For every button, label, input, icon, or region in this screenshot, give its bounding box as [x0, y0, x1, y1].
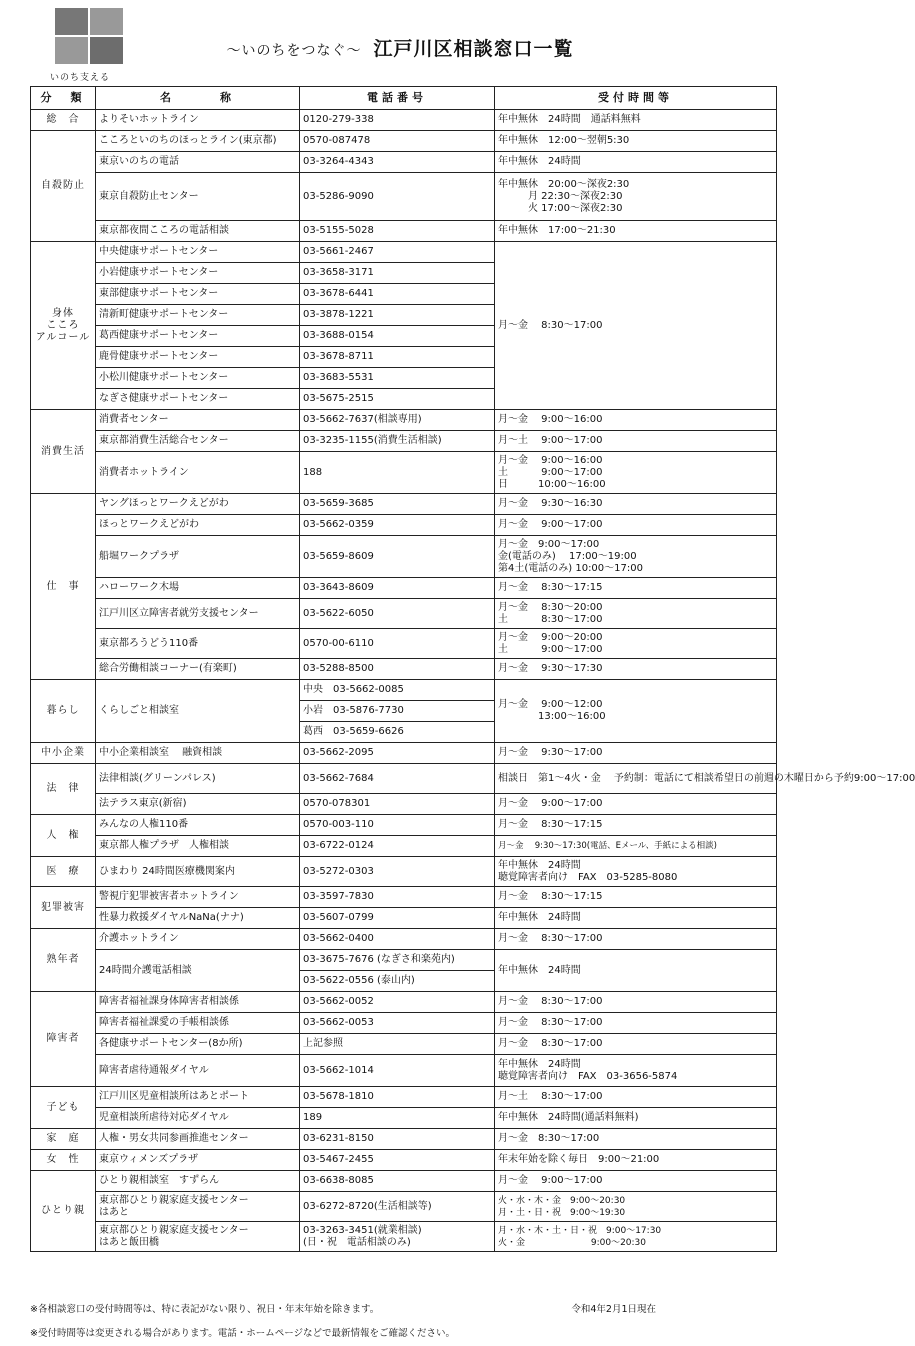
phone-cell: 03-3878-1221 — [300, 305, 495, 326]
category-cell: 消費生活 — [31, 410, 96, 494]
phone-cell: 03-5272-0303 — [300, 857, 495, 887]
name-cell: 葛西健康サポートセンター — [96, 326, 300, 347]
table-row — [31, 1013, 777, 1034]
phone-cell: 188 — [300, 452, 495, 494]
hours-cell: 火・水・木・金 9:00～20:30 月・土・日・祝 9:00～19:30 — [495, 1192, 777, 1222]
name-cell: 江戸川区立障害者就労支援センター — [96, 599, 300, 629]
phone-cell: 上記参照 — [300, 1034, 495, 1055]
hours-cell: 月～金 9:00～16:00 — [495, 410, 777, 431]
name-cell: 小松川健康サポートセンター — [96, 368, 300, 389]
phone-cell: 03-5661-2467 — [300, 242, 495, 263]
hours-cell: 月～土 8:30～17:00 — [495, 1087, 777, 1108]
phone-cell: 03-3688-0154 — [300, 326, 495, 347]
hours-cell: 月～金 9:00～17:00 — [495, 1171, 777, 1192]
logo-tile — [90, 8, 123, 35]
table-row — [31, 1150, 777, 1171]
hours-cell: 月～金 9:00～12:00 13:00～16:00 — [495, 680, 777, 743]
phone-cell: 03-6272-8720(生活相談等) — [300, 1192, 495, 1222]
hours-cell: 月～金 9:30～17:30 — [495, 659, 777, 680]
name-cell: 介護ホットライン — [96, 929, 300, 950]
name-cell: よりそいホットライン — [96, 110, 300, 131]
phone-cell: 葛西 03-5659-6626 — [300, 722, 495, 743]
table-row — [31, 410, 777, 431]
phone-cell: 0570-00-6110 — [300, 629, 495, 659]
header-category: 分 類 — [31, 87, 96, 110]
logo-text: いのち支える — [50, 73, 111, 83]
phone-cell: 03-6231-8150 — [300, 1129, 495, 1150]
table-row — [31, 629, 777, 659]
table-row — [31, 1087, 777, 1108]
hours-cell: 月～金 9:30～17:30(電話、Eメール、手紙による相談) — [495, 836, 777, 857]
header-hours: 受付時間等 — [495, 87, 777, 110]
name-cell: 障害者福祉課身体障害者相談係 — [96, 992, 300, 1013]
name-cell: 性暴力救援ダイヤルNaNa(ナナ) — [96, 908, 300, 929]
name-cell: 東京都人権プラザ 人権相談 — [96, 836, 300, 857]
footnote-changes: ※受付時間等は変更される場合があります。電話・ホームページなどで最新情報をご確認ください。 — [30, 1328, 456, 1339]
footnote-exceptions: ※各相談窓口の受付時間等は、特に表記がない限り、祝日・年末年始を除きます。 — [30, 1304, 380, 1315]
phone-cell: 03-5622-6050 — [300, 599, 495, 629]
phone-cell: 03-3678-8711 — [300, 347, 495, 368]
table-row — [31, 815, 777, 836]
hours-cell: 月～金 8:30～17:00 — [495, 242, 777, 410]
hours-cell: 月～金 9:00～17:00 — [495, 515, 777, 536]
hours-cell: 月～金 8:30～17:00 — [495, 1013, 777, 1034]
name-cell: 東京都ろうどう110番 — [96, 629, 300, 659]
name-cell: 東京いのちの電話 — [96, 152, 300, 173]
table-row — [31, 536, 777, 578]
hours-cell: 年末年始を除く毎日 9:00～21:00 — [495, 1150, 777, 1171]
name-cell: なぎさ健康サポートセンター — [96, 389, 300, 410]
category-cell: 家 庭 — [31, 1129, 96, 1150]
name-cell: 江戸川区児童相談所はあとポート — [96, 1087, 300, 1108]
table-row — [31, 1192, 777, 1222]
hours-cell: 年中無休 24時間 聴覚障害者向け FAX 03-5285-8080 — [495, 857, 777, 887]
phone-cell: 中央 03-5662-0085 — [300, 680, 495, 701]
hours-cell: 月～金 9:30～17:00 — [495, 743, 777, 764]
hours-cell: 年中無休 24時間(通話料無料) — [495, 1108, 777, 1129]
table-row — [31, 908, 777, 929]
phone-cell: 189 — [300, 1108, 495, 1129]
hours-cell: 月～金 8:30～17:00 — [495, 929, 777, 950]
category-cell: 暮らし — [31, 680, 96, 743]
table-row — [31, 764, 777, 794]
category-cell: 自殺防止 — [31, 131, 96, 242]
hours-cell: 月～金 8:30～17:15 — [495, 887, 777, 908]
table-row — [31, 857, 777, 887]
table-row — [31, 929, 777, 950]
phone-cell: 03-3263-3451(就業相談) (日・祝 電話相談のみ) — [300, 1222, 495, 1252]
table-row — [31, 1055, 777, 1087]
header-phone: 電話番号 — [300, 87, 495, 110]
title-main: 江戸川区相談窓口一覧 — [373, 38, 574, 60]
table-row — [31, 1171, 777, 1192]
hours-cell: 月・水・木・土・日・祝 9:00～17:30 火・金 9:00～20:30 — [495, 1222, 777, 1252]
phone-cell: 03-5155-5028 — [300, 221, 495, 242]
phone-cell: 03-5662-2095 — [300, 743, 495, 764]
name-cell: 法律相談(グリーンパレス) — [96, 764, 300, 794]
header-name: 名 称 — [96, 87, 300, 110]
hours-cell: 月～金 8:30～20:00 土 8:30～17:00 — [495, 599, 777, 629]
hours-cell: 月～金 8:30～17:00 — [495, 1034, 777, 1055]
consultation-table — [30, 86, 915, 1252]
phone-cell: 03-5662-7637(相談専用) — [300, 410, 495, 431]
hours-cell: 月～金 8:30～17:00 — [495, 992, 777, 1013]
hours-cell: 年中無休 24時間 — [495, 908, 777, 929]
phone-cell: 03-5662-0052 — [300, 992, 495, 1013]
name-cell: 東京自殺防止センター — [96, 173, 300, 221]
footnotes — [30, 1298, 776, 1346]
category-cell: 熟年者 — [31, 929, 96, 992]
hours-cell: 年中無休 24時間 通話料無料 — [495, 110, 777, 131]
table-row — [31, 743, 777, 764]
table-row — [31, 794, 777, 815]
table-row — [31, 1129, 777, 1150]
hours-cell: 年中無休 24時間 聴覚障害者向け FAX 03-3656-5874 — [495, 1055, 777, 1087]
table-row — [31, 1108, 777, 1129]
name-cell: 人権・男女共同参画推進センター — [96, 1129, 300, 1150]
hours-cell: 月～金 9:00～17:00 金(電話のみ) 17:00～19:00 第4土(電話のみ) 10:00～17:00 — [495, 536, 777, 578]
name-cell: 小岩健康サポートセンター — [96, 263, 300, 284]
hours-cell: 年中無休 24時間 — [495, 950, 777, 992]
hours-cell: 年中無休 17:00～21:30 — [495, 221, 777, 242]
hours-cell: 月～金 8:30～17:15 — [495, 578, 777, 599]
phone-cell: 03-3235-1155(消費生活相談) — [300, 431, 495, 452]
name-cell: ひとり親相談室 すずらん — [96, 1171, 300, 1192]
name-cell: 東京都消費生活総合センター — [96, 431, 300, 452]
name-cell: 船堀ワークプラザ — [96, 536, 300, 578]
category-cell: 人 権 — [31, 815, 96, 857]
category-cell: 身体 こころ アルコール — [31, 242, 96, 410]
phone-cell: 03-5675-2515 — [300, 389, 495, 410]
category-cell: 犯罪被害 — [31, 887, 96, 929]
phone-cell: 0570-078301 — [300, 794, 495, 815]
phone-cell: 0570-003-110 — [300, 815, 495, 836]
name-cell: 総合労働相談コーナー(有楽町) — [96, 659, 300, 680]
category-cell: 仕 事 — [31, 494, 96, 680]
table-row — [31, 578, 777, 599]
phone-cell: 03-5662-0400 — [300, 929, 495, 950]
table-row — [31, 221, 777, 242]
table-row — [31, 515, 777, 536]
phone-cell: 03-3643-8609 — [300, 578, 495, 599]
name-cell: 東京ウィメンズプラザ — [96, 1150, 300, 1171]
hours-cell: 年中無休 12:00～翌朝5:30 — [495, 131, 777, 152]
phone-cell: 0570-087478 — [300, 131, 495, 152]
table-row — [31, 173, 777, 221]
hours-cell: 月～金 9:00～17:00 — [495, 794, 777, 815]
table-row — [31, 242, 777, 263]
name-cell: くらしごと相談室 — [96, 680, 300, 743]
name-cell: ひまわり 24時間医療機関案内 — [96, 857, 300, 887]
hours-cell: 月～金 9:00～16:00 土 9:00～17:00 日 10:00～16:00 — [495, 452, 777, 494]
phone-cell: 小岩 03-5876-7730 — [300, 701, 495, 722]
phone-cell: 03-6638-8085 — [300, 1171, 495, 1192]
table-row — [31, 599, 777, 629]
table-row — [31, 152, 777, 173]
name-cell: 各健康サポートセンター(8か所) — [96, 1034, 300, 1055]
phone-cell: 03-5288-8500 — [300, 659, 495, 680]
name-cell: 警視庁犯罪被害者ホットライン — [96, 887, 300, 908]
table-row — [31, 110, 777, 131]
phone-cell: 03-5659-8609 — [300, 536, 495, 578]
phone-cell: 03-5286-9090 — [300, 173, 495, 221]
phone-cell: 03-5662-0053 — [300, 1013, 495, 1034]
phone-cell: 03-6722-0124 — [300, 836, 495, 857]
name-cell: 清新町健康サポートセンター — [96, 305, 300, 326]
phone-cell: 0120-279-338 — [300, 110, 495, 131]
table-row — [31, 836, 777, 857]
name-cell: 中央健康サポートセンター — [96, 242, 300, 263]
phone-cell: 03-5662-0359 — [300, 515, 495, 536]
hours-cell: 月～金 8:30～17:00 — [495, 1129, 777, 1150]
name-cell: 東部健康サポートセンター — [96, 284, 300, 305]
name-cell: 東京都夜間こころの電話相談 — [96, 221, 300, 242]
hours-cell: 相談日 第1～4火・金 予約制：電話にて相談希望日の前週の木曜日から予約9:00～17:00 — [495, 764, 777, 794]
hours-cell: 月～金 9:30～16:30 — [495, 494, 777, 515]
phone-cell: 03-3675-7676 (なぎさ和楽苑内) — [300, 950, 495, 971]
table-row — [31, 431, 777, 452]
table-row — [31, 659, 777, 680]
category-cell: 子ども — [31, 1087, 96, 1129]
hours-cell: 月～土 9:00～17:00 — [495, 431, 777, 452]
table-row — [31, 950, 777, 971]
title-prefix: ～いのちをつなぐ～ — [226, 43, 362, 59]
phone-cell: 03-5467-2455 — [300, 1150, 495, 1171]
name-cell: 東京都ひとり親家庭支援センター はあと飯田橋 — [96, 1222, 300, 1252]
name-cell: 鹿骨健康サポートセンター — [96, 347, 300, 368]
hours-cell: 年中無休 20:00～深夜2:30 月 22:30～深夜2:30 火 17:00～深夜2:30 — [495, 173, 777, 221]
logo-tile — [55, 8, 88, 35]
name-cell: ヤングほっとワークえどがわ — [96, 494, 300, 515]
phone-cell: 03-5607-0799 — [300, 908, 495, 929]
phone-cell: 03-3683-5531 — [300, 368, 495, 389]
name-cell: 消費者センター — [96, 410, 300, 431]
phone-cell: 03-5678-1810 — [300, 1087, 495, 1108]
name-cell: 法テラス東京(新宿) — [96, 794, 300, 815]
page-title — [0, 34, 800, 61]
category-cell: 医 療 — [31, 857, 96, 887]
table-row — [31, 494, 777, 515]
name-cell: 消費者ホットライン — [96, 452, 300, 494]
as-of-date: 令和4年2月1日現在 — [571, 1304, 656, 1315]
phone-cell: 03-5662-7684 — [300, 764, 495, 794]
name-cell: 児童相談所虐待対応ダイヤル — [96, 1108, 300, 1129]
name-cell: ハローワーク木場 — [96, 578, 300, 599]
name-cell: 中小企業相談室 融資相談 — [96, 743, 300, 764]
phone-cell: 03-5662-1014 — [300, 1055, 495, 1087]
category-cell: 法 律 — [31, 764, 96, 815]
table-row — [31, 452, 777, 494]
name-cell: ほっとワークえどがわ — [96, 515, 300, 536]
category-cell: ひとり親 — [31, 1171, 96, 1252]
category-cell: 障害者 — [31, 992, 96, 1087]
table-row — [31, 887, 777, 908]
table-row — [31, 131, 777, 152]
table-header-row — [31, 87, 777, 110]
category-cell: 総 合 — [31, 110, 96, 131]
phone-cell: 03-3597-7830 — [300, 887, 495, 908]
name-cell: こころといのちのほっとライン(東京都) — [96, 131, 300, 152]
table-row — [31, 992, 777, 1013]
phone-cell: 03-3658-3171 — [300, 263, 495, 284]
table-row — [31, 680, 777, 701]
name-cell: 障害者福祉課愛の手帳相談係 — [96, 1013, 300, 1034]
name-cell: 24時間介護電話相談 — [96, 950, 300, 992]
name-cell: 障害者虐待通報ダイヤル — [96, 1055, 300, 1087]
phone-cell: 03-5622-0556 (泰山内) — [300, 971, 495, 992]
name-cell: 東京都ひとり親家庭支援センター はあと — [96, 1192, 300, 1222]
phone-cell: 03-3678-6441 — [300, 284, 495, 305]
category-cell: 中小企業 — [31, 743, 96, 764]
category-cell: 女 性 — [31, 1150, 96, 1171]
hours-cell: 月～金 9:00～20:00 土 9:00～17:00 — [495, 629, 777, 659]
table-row — [31, 1034, 777, 1055]
name-cell: みんなの人権110番 — [96, 815, 300, 836]
hours-cell: 年中無休 24時間 — [495, 152, 777, 173]
phone-cell: 03-3264-4343 — [300, 152, 495, 173]
hours-cell: 月～金 8:30～17:15 — [495, 815, 777, 836]
table-row — [31, 1222, 777, 1252]
phone-cell: 03-5659-3685 — [300, 494, 495, 515]
